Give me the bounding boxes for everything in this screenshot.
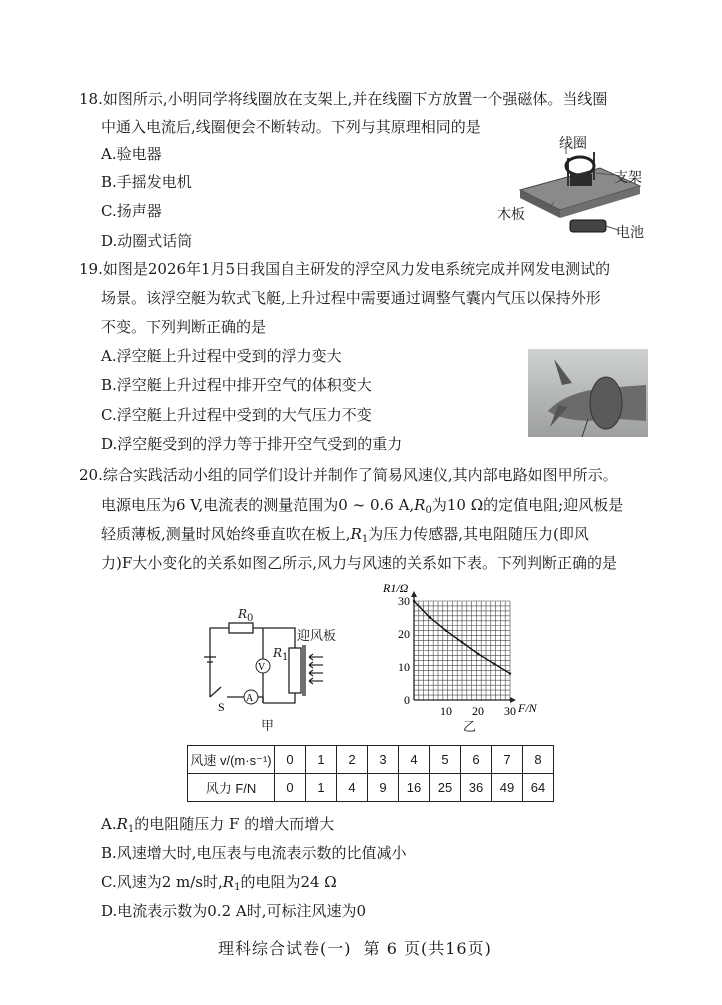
ammeter-label: A xyxy=(246,693,254,704)
q20-stem-line2: 电源电压为6 V,电流表的测量范围为0 ~ 0.6 $A,R_0$为10 Ω的定值电阻;迎风板是 xyxy=(101,496,624,516)
x-tick-label: 30 xyxy=(504,704,516,718)
turbine-duct xyxy=(590,377,622,429)
x-tick-labels xyxy=(440,704,516,718)
label-coil: 线圈 xyxy=(559,136,587,152)
wind-table xyxy=(187,745,554,802)
y-axis-arrow xyxy=(411,591,417,597)
wind-plate-label: 迎风板 xyxy=(297,629,337,644)
label-stand: 支架 xyxy=(614,170,642,186)
resistance-force-chart xyxy=(380,583,550,723)
table-cell: 2 xyxy=(337,746,368,774)
table-cell: 4 xyxy=(399,746,430,774)
q20-stem-line4: 力)F大小变化的关系如图乙所示,风力与风速的关系如下表。下列判断正确的是 xyxy=(101,554,618,572)
battery xyxy=(570,220,606,232)
data-point xyxy=(477,653,479,655)
table-cell: 4 xyxy=(337,774,368,802)
table-cell: 36 xyxy=(461,774,492,802)
table-cell: 9 xyxy=(368,774,399,802)
data-point xyxy=(445,630,447,632)
q20-option-a: $A.R_1$的电阻随压力 F 的增大而增大 xyxy=(101,815,335,835)
q19-stem-line1: 19.如图是2026年1月5日我国自主研发的浮空风力发电系统完成并网发电测试的 xyxy=(79,260,611,278)
table-cell: 6 xyxy=(461,746,492,774)
q18-option-b: B.手摇发电机 xyxy=(101,173,192,191)
r1-label: $R_1$ xyxy=(273,646,289,663)
q18-option-c: C.扬声器 xyxy=(101,202,162,220)
switch-s xyxy=(210,687,221,697)
q18-option-d: D.动圈式话筒 xyxy=(101,232,193,250)
data-point xyxy=(509,672,511,674)
wind-arrows xyxy=(309,654,323,684)
airship-photo xyxy=(528,349,648,437)
graph-caption: 乙 xyxy=(463,720,477,735)
table-cell: 1 xyxy=(306,774,337,802)
magnet xyxy=(570,174,592,186)
x-tick-label: 20 xyxy=(472,704,484,718)
switch-label: S xyxy=(218,700,225,714)
q19-stem-line3: 不变。下列判断正确的是 xyxy=(101,318,267,336)
table-cell: 7 xyxy=(492,746,523,774)
data-point xyxy=(461,641,463,643)
x-tick-label: 10 xyxy=(440,704,452,718)
table-cell: 0 xyxy=(275,774,306,802)
y-axis-label: R1/Ω xyxy=(383,583,409,595)
table-cell: 49 xyxy=(492,774,523,802)
data-point xyxy=(429,616,431,618)
q18-stem-line1: 18.如图所示,小明同学将线圈放在支架上,并在线圈下方放置一个强磁体。当线圈 xyxy=(79,90,608,108)
table-cell: 25 xyxy=(430,774,461,802)
table-cell: 64 xyxy=(523,774,554,802)
q19-option-b: B.浮空艇上升过程中排开空气的体积变大 xyxy=(101,376,372,394)
table-cell: 5 xyxy=(430,746,461,774)
q20-option-d: D.电流表示数为0.2 A时,可标注风速为0 xyxy=(101,902,367,920)
speed-header: 风速 v/(m·s⁻¹) xyxy=(188,746,275,774)
q20-stem-line1: 20.综合实践活动小组的同学们设计并制作了简易风速仪,其内部电路如图甲所示。 xyxy=(79,466,618,484)
label-board: 木板 xyxy=(497,207,525,223)
table-cell: 0 xyxy=(275,746,306,774)
x-axis-arrow xyxy=(510,697,516,703)
y-tick-label: 10 xyxy=(398,660,410,674)
table-row-force xyxy=(188,774,554,802)
resistor-r0 xyxy=(229,623,253,633)
circuit-caption: 甲 xyxy=(261,719,275,734)
q20-option-b: B.风速增大时,电压表与电流表示数的比值减小 xyxy=(101,844,407,862)
y-tick-labels xyxy=(398,594,410,707)
y-tick-label: 0 xyxy=(404,693,410,707)
r0-label: $R_0$ xyxy=(238,607,254,624)
q20-option-c: C.风速为2 m/s时$,R_1$的电阻为24 Ω xyxy=(101,873,337,893)
q18-option-a: A.验电器 xyxy=(101,145,162,163)
resistor-r1 xyxy=(289,648,301,693)
data-point xyxy=(493,663,495,665)
q19-option-d: D.浮空艇受到的浮力等于排开空气受到的重力 xyxy=(101,435,403,453)
q19-option-c: C.浮空艇上升过程中受到的大气压力不变 xyxy=(101,406,372,424)
table-cell: 8 xyxy=(523,746,554,774)
force-header: 风力 F/N xyxy=(188,774,275,802)
x-axis-label: F/N xyxy=(518,701,537,715)
y-tick-label: 30 xyxy=(398,594,410,608)
table-row-speed xyxy=(188,746,554,774)
label-battery: 电池 xyxy=(616,225,644,241)
q19-option-a: A.浮空艇上升过程中受到的浮力变大 xyxy=(101,347,342,365)
data-point xyxy=(413,600,415,602)
coil xyxy=(566,157,594,175)
q18-stem-line2: 中通入电流后,线圈便会不断转动。下列与其原理相同的是 xyxy=(101,118,481,136)
y-tick-label: 20 xyxy=(398,627,410,641)
table-cell: 1 xyxy=(306,746,337,774)
q20-stem-line3: 轻质薄板,测量时风始终垂直吹在板上$,R_1$为压力传感器,其电阻随压力(即风 xyxy=(101,525,589,545)
table-cell: 16 xyxy=(399,774,430,802)
page-footer: 理科综合试卷(一) 第 6 页(共16页) xyxy=(218,939,492,958)
table-cell: 3 xyxy=(368,746,399,774)
voltmeter-label: V xyxy=(258,662,266,673)
q19-stem-line2: 场景。该浮空艇为软式飞艇,上升过程中需要通过调整气囊内气压以保持外形 xyxy=(101,289,601,307)
